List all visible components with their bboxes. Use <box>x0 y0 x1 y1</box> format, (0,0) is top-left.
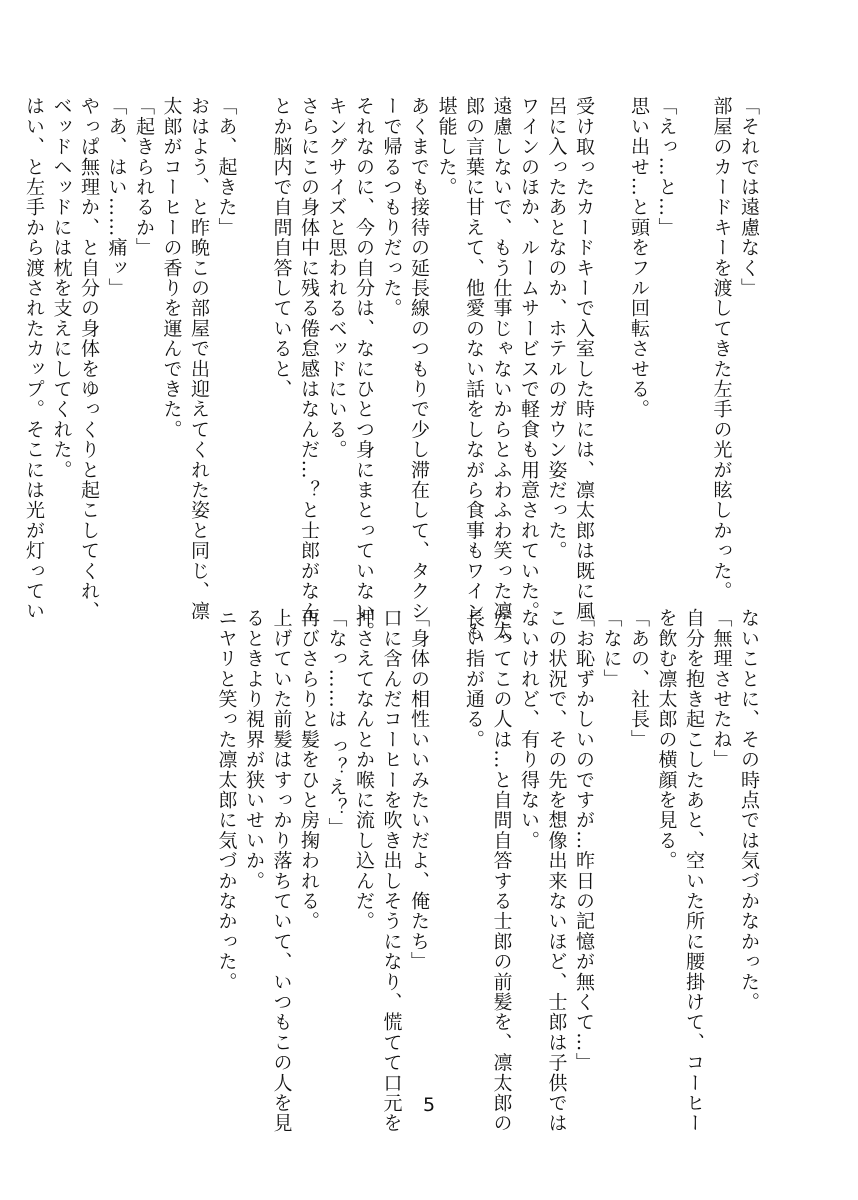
text-column: 「なっ……は っ？え？」 <box>325 608 348 838</box>
text-column: ワインのほか、ルームサービスで軽食も用意されていた。 <box>518 96 540 622</box>
text-column: 部屋のカードキーを渡してきた左手の光が眩しかった。 <box>710 96 733 601</box>
text-column: 郎の言葉に甘えて、他愛のない話をしながら食事もワインも <box>463 96 485 642</box>
text-column: 遠慮しないで、もう仕事じゃないからとふわふわ笑った凛太 <box>490 96 513 642</box>
text-column: 「起きられるか」 <box>133 96 155 258</box>
text-column: 堪能した。 <box>435 96 458 197</box>
text-column: 「えっ…と…」 <box>655 96 678 238</box>
text-column: はい、と左手から渡されたカップ。そこには光が灯ってい <box>23 96 45 622</box>
text-column: 自分を抱き起こしたあと、空いた所に腰掛けて、コーヒー <box>683 608 705 1134</box>
text-column: さらにこの身体中に残る倦怠感はなんだ…？と士郎がなん <box>298 96 320 622</box>
text-column: 「無理させたね」 <box>710 608 733 770</box>
lower-text-block <box>212 608 762 1134</box>
text-column: 「あ、起きた」 <box>215 96 238 238</box>
text-column: 長い指が通る。 <box>463 608 485 750</box>
text-column: 「なに」 <box>600 608 623 689</box>
text-column: おはよう、と昨晩この部屋で出迎えてくれた姿と同じ、凛 <box>188 96 210 622</box>
text-column: 呂に入ったあとなのか、ホテルのガウン姿だった。 <box>545 96 568 561</box>
text-column: 思い出せ…と頭をフル回転させる。 <box>628 96 650 420</box>
text-column: この状況で、その先を想像出来ないほど、士郎は子供では <box>545 608 568 1134</box>
text-column: だってこの人は…と自問自答する士郎の前髪を、凛太郎の <box>490 608 513 1134</box>
text-column: を飲む凛太郎の横顔を見る。 <box>655 608 678 871</box>
text-column: 「それでは遠慮なく」 <box>738 96 760 298</box>
text-column: 受け取ったカードキーで入室した時には、凛太郎は既に風 <box>573 96 595 622</box>
text-column <box>240 96 268 596</box>
text-column: 口に含んだコーヒーを吹き出しそうになり、慌てて口元を <box>380 608 403 1134</box>
text-column: ベッドヘッドには枕を支えにしてくれた。 <box>50 96 73 480</box>
text-column: 上げていた前髪はすっかり落ちていて、いつもこの人を見 <box>270 608 293 1134</box>
text-column: ーで帰るつもりだった。 <box>380 96 403 319</box>
text-column: 「あ、はい……痛ッ」 <box>105 96 128 298</box>
text-column: 「身体の相性いいみたいだよ、俺たち」 <box>408 608 430 972</box>
text-column: 「あの、社長」 <box>628 608 650 750</box>
text-column: とか脳内で自問自答していると、 <box>270 96 293 399</box>
text-column: 押さえてなんとか喉に流し込んだ。 <box>353 608 375 932</box>
text-column <box>432 608 460 1078</box>
text-column: ないけれど、有り得ない。 <box>518 608 540 851</box>
text-column: キングサイズと思われるベッドにいる。 <box>325 96 348 460</box>
text-column <box>597 96 625 596</box>
text-column: ないことに、その時点では気づかなかった。 <box>738 608 760 1012</box>
upper-text-block <box>20 96 763 642</box>
text-column: 太郎がコーヒーの香りを運んできた。 <box>160 96 183 440</box>
text-column: 「お恥ずかしいのですが…昨日の記憶が無くて…」 <box>573 608 595 1073</box>
text-column <box>680 96 708 596</box>
text-column: それなのに、今の自分は、なにひとつ身にまとっていない。 <box>353 96 375 642</box>
page-number: 5 <box>422 1094 436 1116</box>
text-column: るときより視界が狭いせいか。 <box>243 608 265 891</box>
text-column: あくまでも接待の延長線のつもりで少し滞在して、タクシ <box>408 96 430 622</box>
text-column: 再びさらりと髪をひと房掬われる。 <box>298 608 320 932</box>
text-column: やっぱ無理か、と自分の身体をゆっくりと起こしてくれ、 <box>78 96 100 622</box>
text-column: ニヤリと笑った凛太郎に気づかなかった。 <box>215 608 238 992</box>
